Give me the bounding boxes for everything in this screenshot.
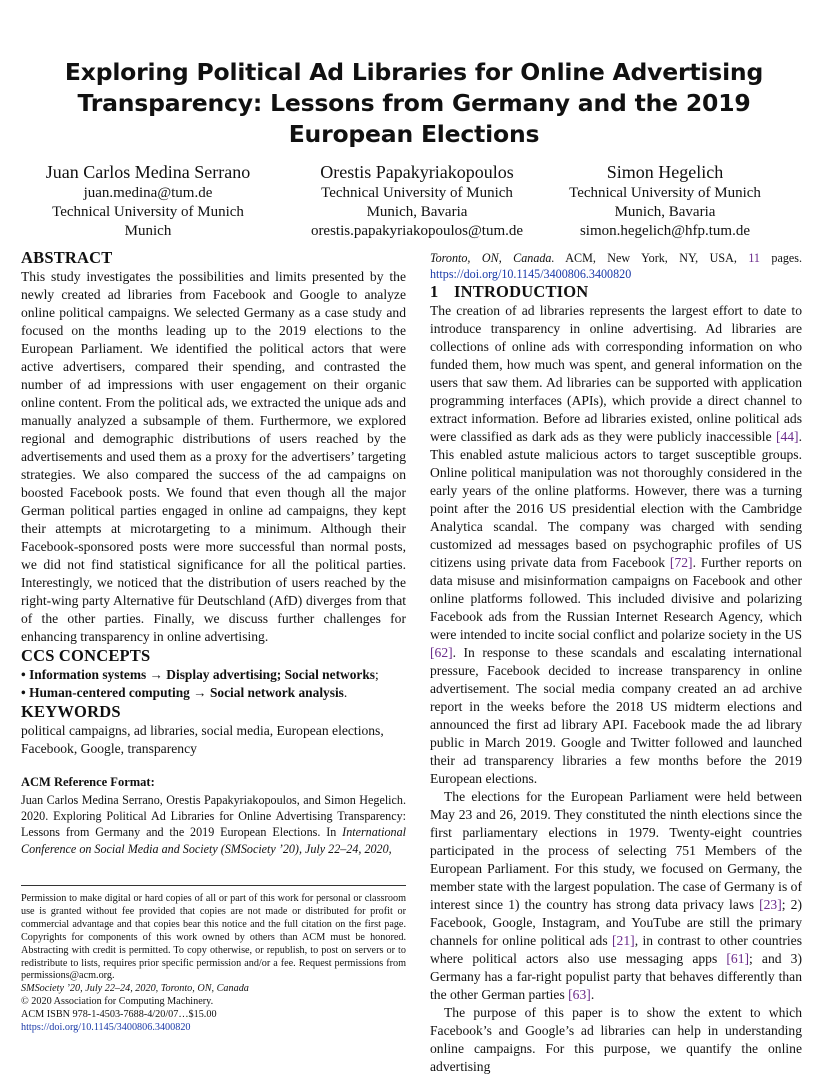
footnote-venue-text: SMSociety ’20, July 22–24, 2020, Toronto, ON, Canada [21, 983, 249, 995]
author-affiliation: Technical University of Munich [569, 185, 761, 201]
reference-format-heading: ACM Reference Format: [21, 775, 155, 789]
reference-venue-part2: Toronto, ON, Canada. [430, 251, 555, 265]
footnote-venue [21, 983, 406, 996]
author-location: Munich [124, 223, 172, 239]
reference-venue-part1: International Conference on Social Media and Society (SMSociety ’20), July 22–24, 2020, [21, 825, 406, 856]
author-name: Juan Carlos Medina Serrano [45, 162, 251, 182]
author-1 [28, 160, 268, 241]
abstract-text: This study investigates the possibilities and limits presented by the newly created ad libraries from Facebook and Google to analyze online political campaigns. We selected Germany as a case study and focused on the months leading up to the 2019 elections to the European Parliament. We identified the political actors that were active advertisers, compared their spending, and contrasted the number of ad impressions with user engagement on their organic online content. From the political ads, we extracted the unique ads and manually analyzed a subsample of them. Furthermore, we explored regional and demographic distributions of users reached by the advertisements and used them as a proxy for the advertisers’ targeting strategies. We also compared the success of the ad campaigns on boosted Facebook posts. We found that even though all the major German political parties engaged in online ad campaigns, they kept their attempts at microtargeting to a minimum. Although their Facebook-sponsored posts were more successful than normal posts, we did not find statistical significance for all the political parties. Interestingly, we noticed that the distribution of users reached by the right-wing party Alternative für Deutschland (AfD) diverges from that of the other parties. Finally, we discuss further challenges for enhancing transparency in online advertising. [21, 269, 406, 644]
citation-link[interactable]: [62] [430, 645, 453, 661]
ccs-heading: CCS CONCEPTS [21, 646, 151, 665]
permission-notice: Permission to make digital or hard copies of all or part of this work for personal or classroom use is granted without fee provided that copies are not made or distributed for profit or commercial advantage and that copies bear this notice and the full citation on the first page. Copyrights for components of this work owned by others than ACM must be honored. Abstracting with credit is permitted. To copy otherwise, or republish, to post on servers or to redistribute to lists, requires prior specific permission and/or a fee. Request permissions from permissions@acm.org. [21, 893, 406, 982]
author-affiliation: Technical University of Munich [52, 204, 244, 220]
author-email[interactable]: simon.hegelich@hfp.tum.de [579, 223, 751, 239]
page-count: 11 [748, 251, 760, 265]
paper-title: Exploring Political Ad Libraries for Online Advertising Transparency: Lessons from Germany and the 2019 European Elections [64, 58, 764, 148]
author-3 [556, 160, 774, 241]
introduction-heading [430, 282, 802, 302]
author-affiliation: Technical University of Munich [321, 185, 513, 201]
footnote-isbn: ACM ISBN 978-1-4503-7688-4/20/07…$15.00 [21, 1009, 217, 1021]
left-column [21, 248, 406, 857]
copyright-footnote [21, 893, 406, 1035]
ccs-concept: Human-centered computing → Social network analysis [29, 685, 344, 700]
right-column [430, 250, 802, 1076]
footnote-rule [21, 885, 406, 886]
ccs-punct: . [343, 685, 348, 700]
reference-format-continued [430, 250, 802, 282]
intro-paragraph-1: The creation of ad libraries represents the largest effort to date to introduce transparency in online advertising. Ad libraries are collections of online ads with corresponding information on who funded them, how much was spent, and general information on the users that saw them. Ad libraries can be supported with application programming interfaces (APIs), which provide a direct channel to extract information. Before ad libraries existed, online political ads were classified as dark ads as they were publicly inaccessible [44]. This enabled astute malicious actors to target susceptible groups. Online political manipulation was not thoroughly considered in the early years of the online platforms. However, there was a turning point after the 2016 US presidential election with the Cambridge Analytica scandal. The company was charged with sending customized ad messages based on psychographic profiles of US citizens using private data from Facebook [72]. Further reports on data misuse and misinformation campaigns on Facebook and other online platforms followed. This included divisive and polarizing Facebook ads from the Russian Internet Research Agency, which were intended to incite social conflict and polarize society in the US [62]. In response to these scandals and escalating international pressure, Facebook decided to increase transparency in online advertisement. The social media company created an ad archive report in the weeks before the 2018 US midterm elections and announced the first ad library API. Facebook made the ad library public in March 2019. Google and Twitter followed and launched their ad transparency libraries a few months before the 2019 European elections. [430, 303, 802, 787]
footnote-doi[interactable]: https://doi.org/10.1145/3400806.3400820 [21, 1022, 191, 1034]
author-email[interactable]: orestis.papakyriakopoulos@tum.de [310, 223, 524, 239]
citation-link[interactable]: [61] [726, 951, 750, 967]
section-title: INTRODUCTION [454, 282, 589, 302]
keywords-heading: KEYWORDS [21, 702, 121, 721]
author-name: Orestis Papakyriakopoulos [320, 162, 514, 182]
citation-link[interactable]: [72] [669, 555, 693, 571]
reference-doi-link[interactable]: https://doi.org/10.1145/3400806.3400820 [430, 267, 632, 282]
reference-plain: Juan Carlos Medina Serrano, Orestis Papakyriakopoulos, and Simon Hegelich. 2020. Exploring Political Ad Libraries for Online Advertising Transparency: Lessons from Germany and the 2019 European Elections. In [21, 793, 406, 840]
abstract-heading: ABSTRACT [21, 248, 113, 267]
citation-link[interactable]: [23] [759, 897, 782, 913]
reference-publisher: ACM, New York, NY, USA, [554, 251, 749, 265]
ccs-bullet: • [21, 685, 26, 700]
section-number: 1 [430, 282, 439, 302]
citation-link[interactable]: [44] [775, 429, 799, 445]
citation-link[interactable]: [21] [612, 933, 635, 949]
ccs-punct: ; [375, 667, 379, 682]
ccs-line-2 [21, 684, 406, 702]
pages-word: pages. [759, 251, 802, 265]
footnote-copyright: © 2020 Association for Computing Machinery. [21, 996, 214, 1008]
intro-paragraph-3: The purpose of this paper is to show the extent to which Facebook’s and Google’s ad libraries can help in understanding online campaigns. For this purpose, we quantify the online advertising [430, 1005, 802, 1075]
keywords-text: political campaigns, ad libraries, social media, European elections, Facebook, Google, transparency [21, 723, 384, 756]
author-location: Munich, Bavaria [614, 204, 716, 220]
intro-paragraph-2: The elections for the European Parliament were held between May 23 and 26, 2019. They constituted the ninth elections since the first parliamentary elections in 1979. Twenty-eight countries participated in the process of selecting 751 Members of the European Parliament. For this study, we focused on Germany, the member state with the largest population. The case of Germany is of interest since 1) the country has strong data privacy laws [23]; 2) Facebook, Google, Instagram, and YouTube are still the primary channels for online political ads [21], in contrast to other countries where political actors also use messaging apps [61]; and 3) Germany has a far-right populist party that behaves differently than the other German parties [63]. [430, 789, 802, 1003]
reference-format-text [21, 792, 406, 857]
author-location: Munich, Bavaria [366, 204, 468, 220]
ccs-concept: Information systems → Display advertising; Social networks [29, 667, 375, 682]
author-email[interactable]: juan.medina@tum.de [83, 185, 213, 201]
ccs-line-1 [21, 666, 406, 684]
author-name: Simon Hegelich [606, 162, 724, 182]
author-2 [282, 160, 552, 241]
citation-link[interactable]: [63] [568, 987, 591, 1003]
ccs-bullet: • [21, 667, 26, 682]
